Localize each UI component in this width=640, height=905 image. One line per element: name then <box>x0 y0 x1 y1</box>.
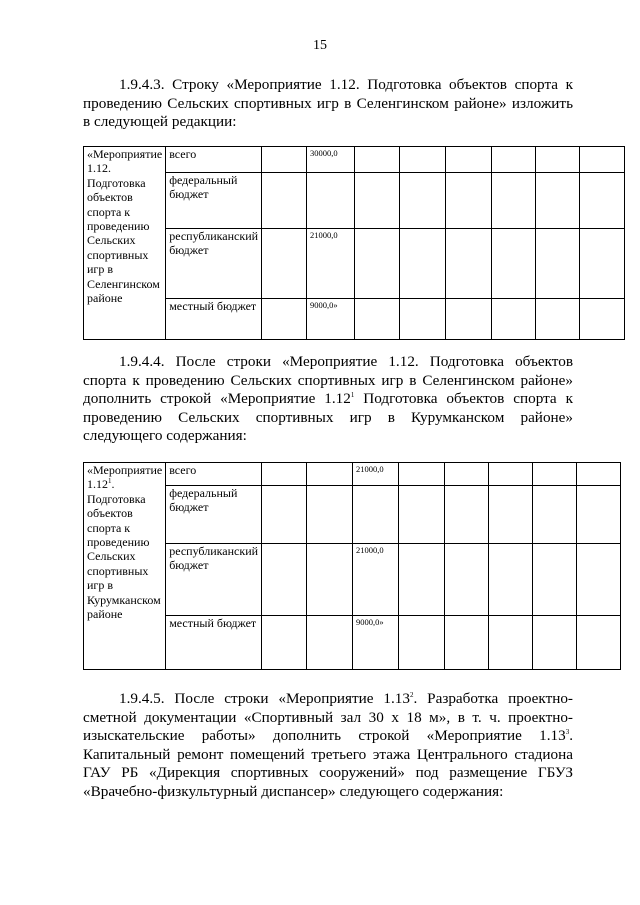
value-cell: 30000,0 <box>307 147 355 173</box>
empty-cell <box>262 147 307 173</box>
source-cell: местный бюджет <box>166 616 262 670</box>
table-row <box>84 147 625 173</box>
source-cell: республиканский бюджет <box>166 229 262 299</box>
source-cell: всего <box>166 147 262 173</box>
value-cell: 21000,0 <box>307 229 355 299</box>
value-cell: 9000,0» <box>307 299 355 340</box>
source-cell: всего <box>166 463 262 486</box>
value-cell <box>307 173 355 229</box>
paragraph-1-9-4-4: 1.9.4.4. После строки «Мероприятие 1.12. Подготовка объектов спорта к проведению Сельских спортивных игр в Селенгинском районе» дополнить строкой «Мероприятие 1.12$^1$ Подготовка объектов спорта к проведению Сельских спортивных игр в Курумканском районе» следующего содержания: <box>83 353 573 445</box>
source-cell: федеральный бюджет <box>166 486 262 544</box>
measure-name-cell: «Мероприятие 1.12$^1$. Подготовка объектов спорта к проведению Сельских спортивных игр в Курумканском районе <box>84 463 166 670</box>
paragraph-1-9-4-5: 1.9.4.5. После строки «Мероприятие 1.13$^2$. Разработка проектно-сметной документации «Спортивный зал 30 х 18 м», в т. ч. проектно-изыскательские работы» дополнить строкой «Мероприятие 1.13$^3$. Капитальный ремонт помещений третьего этажа Центрального стадиона ГАУ РБ «Дирекция спортивных сооружений» под размещение ГБУЗ «Врачебно-физкультурный диспансер» следующего содержания: <box>83 690 573 800</box>
page-number: 15 <box>313 38 327 53</box>
source-cell: республиканский бюджет <box>166 544 262 616</box>
value-cell: 9000,0» <box>353 616 399 670</box>
budget-table-2 <box>83 462 621 670</box>
paragraph-1-9-4-3: 1.9.4.3. Строку «Мероприятие 1.12. Подготовка объектов спорта к проведению Сельских спортивных игр в Селенгинском районе» изложить в следующей редакции: <box>83 76 573 131</box>
value-cell <box>353 486 399 544</box>
budget-table-1 <box>83 146 625 340</box>
value-cell: 21000,0 <box>353 463 399 486</box>
table-row <box>84 463 621 486</box>
source-cell: федеральный бюджет <box>166 173 262 229</box>
source-cell: местный бюджет <box>166 299 262 340</box>
value-cell: 21000,0 <box>353 544 399 616</box>
measure-name-cell: «Мероприятие 1.12. Подготовка объектов спорта к проведению Сельских спортивных игр в Селенгинском районе <box>84 147 166 340</box>
